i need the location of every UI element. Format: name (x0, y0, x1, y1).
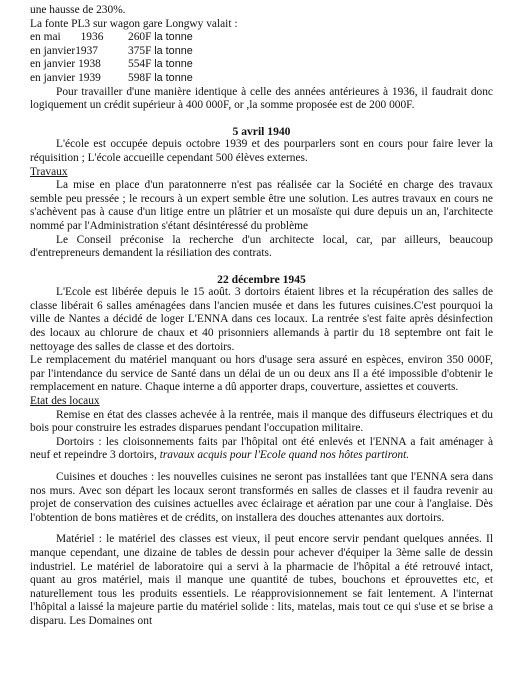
section2-paragraph: L'Ecole est libérée depuis le 15 août. 3 dortoirs étaient libres et la récupération des salles de classe libérait 6 salles aménagées dans l'ancien musée et dans les futures cuisines.C'est pourquoi la ville de Nantes a décidé de loger L'ENNA dans ces locaux. La rentrée s'est faite après désinfection des locaux au chlorure de chaux et 40 prisonniers allemands à partir du 18 septembre ont fait le nettoyage des salles de classe et des dortoirs. (30, 286, 493, 353)
subheading-etat-des-locaux: Etat des locaux (30, 395, 100, 408)
price-date: en mai 1936 (30, 31, 104, 44)
section1-paragraph: La mise en place d'un paratonnerre n'est pas réalisée car la Société en charge des travaux semble peu pressée ; le recours à un expert semble être une solution. Les autres travaux en cours ne s'achèvent pas à cause d'un litige entre un plâtrier et un mosaïste qui dure depuis un an, l'architecte nommé par l'Administration s'étant désintéressé du problème (30, 179, 493, 232)
dortoirs-text: Dortoirs : les cloisonnements faits par l'hôpital ont été enlevés et l'ENNA a fait aménager à neuf et repeindre 3 dortoirs, (30, 435, 493, 462)
intro-conclusion: Pour travailler d'une manière identique à celle des années antérieures à 1936, il faudrait donc logiquement un crédit supérieur à 400 000F, or ,la somme proposée est de 200 000F. (30, 85, 493, 112)
section2-paragraph: Le remplacement du matériel manquant ou hors d'usage sera assuré en espèces, environ 350 000F, par l'intendance du service de Santé dans un délai de un ou deux ans Il a été impossible d'obtenir le remplacement en nature. Chaque interne a dû apporter draps, couverture, assiettes et couverts. (30, 354, 493, 394)
intro-line-1: une hausse de 230%. (30, 4, 126, 16)
section1-paragraph: Le Conseil préconise la recherche d'un architecte local, car, par ailleurs, beaucoup d'entrepreneurs demandent la résiliation des contrats. (30, 233, 493, 260)
section2-paragraph: Matériel : le matériel des classes est vieux, il peut encore servir pendant quelques années. Il manque cependant, une dizaine de tables de dessin pour achever d'équiper la 3ème salle de dessin industriel. Le matériel de laboratoire qui a servi à la pharmacie de l'hôpital a été retrouvé intact, quant au gros matériel, mais il manque une quantité de tubes, bouchons et éprouvettes etc, et naturellement tous les produits essentiels. Le réapprovisionnement se fait lentement. A l'internat l'hôpital a laissé la majeure partie du matériel solide : lits, matelas, mais tout ce qui s'use et se brise a disparu. Les Domaines ont (30, 533, 493, 627)
price-row (30, 58, 493, 72)
dortoirs-italic-text: travaux acquis pour l'Ecole quand nos hôtes partiront. (159, 449, 410, 462)
subheading-travaux: Travaux (30, 165, 68, 178)
price-value: 598F (128, 71, 152, 84)
section-date-1945: 22 décembre 1945 (217, 272, 306, 286)
section2-paragraph: Cuisines et douches : les nouvelles cuisines ne seront pas installées tant que l'ENNA sera dans nos murs. Avec son départ les locaux seront transformés en salles de classes et il faudra revenir au projet de conservation des cuisines actuelles avec éclairage et aération par une cour à l'anglaise. Dès l'obtention de bons matières et de crédits, on installera des douches attenantes aux dortoirs. (30, 471, 493, 524)
price-unit: la tonne (154, 58, 193, 71)
price-unit: la tonne (154, 44, 193, 57)
price-unit: la tonne (154, 31, 193, 44)
price-value: 554F (128, 58, 152, 71)
section-date-1940: 5 avril 1940 (232, 124, 291, 138)
price-row (30, 45, 493, 59)
section2-paragraph (30, 436, 493, 463)
price-row (30, 72, 493, 86)
price-value: 375F (128, 44, 152, 57)
price-unit: la tonne (154, 71, 193, 84)
price-date: en janvier 1939 (30, 71, 101, 84)
price-date: en janvier1937 (30, 44, 99, 57)
section1-paragraph: L'école est occupée depuis octobre 1939 et des pourparlers sont en cours pour faire lever la réquisition ; L'école accueille cependant 500 élèves externes. (30, 138, 493, 164)
intro-line-2: La fonte PL3 sur wagon gare Longwy valait : (30, 17, 238, 30)
price-row (30, 31, 493, 45)
section2-paragraph: Remise en état des classes achevée à la rentrée, mais il manque des diffuseurs électriques et du bois pour construire les estrades disparues pendant l'occupation militaire. (30, 408, 493, 435)
price-date: en janvier 1938 (30, 58, 101, 71)
price-value: 260F (128, 31, 152, 44)
